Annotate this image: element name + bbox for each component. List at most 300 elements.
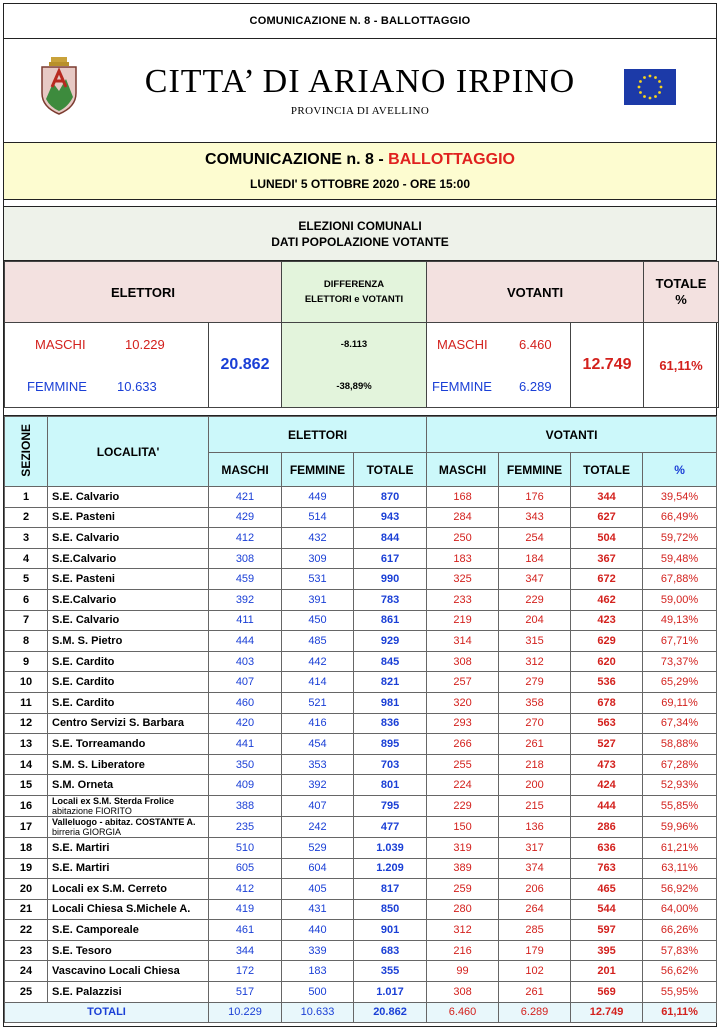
- locality-name: Locali ex S.M. Cerreto: [48, 879, 209, 900]
- voters-female: 179: [499, 940, 571, 961]
- turnout-percent: 64,00%: [643, 899, 717, 920]
- locality-name: S.E. Calvario: [48, 528, 209, 549]
- electors-total: 895: [354, 734, 427, 755]
- voters-male: 233: [427, 589, 499, 610]
- voters-female: 374: [499, 858, 571, 879]
- electors-male: 429: [209, 507, 282, 528]
- electors-male: 403: [209, 651, 282, 672]
- locality-name: S.E. Calvario: [48, 487, 209, 508]
- voters-female: 184: [499, 548, 571, 569]
- voters-male: 312: [427, 920, 499, 941]
- voters-female: 279: [499, 672, 571, 693]
- electors-male: 411: [209, 610, 282, 631]
- electors-total: 850: [354, 899, 427, 920]
- voters-total: 444: [571, 795, 643, 816]
- turnout-percent: 67,88%: [643, 569, 717, 590]
- electors-female: 416: [282, 713, 354, 734]
- section-number: 6: [5, 589, 48, 610]
- flag-star: [654, 76, 657, 79]
- table-row: [5, 610, 717, 631]
- voters-female: 358: [499, 692, 571, 713]
- summary-table: [4, 261, 719, 408]
- locality-name: S.E. Calvario: [48, 610, 209, 631]
- eu-flag-icon: [624, 69, 676, 105]
- voters-total: 395: [571, 940, 643, 961]
- voters-total: 423: [571, 610, 643, 631]
- electors-male: 459: [209, 569, 282, 590]
- spacer: [4, 408, 716, 416]
- locality-header: LOCALITA': [48, 417, 209, 487]
- table-row: [5, 631, 717, 652]
- section-number: 9: [5, 651, 48, 672]
- electors-total: 836: [354, 713, 427, 734]
- table-row: [5, 795, 717, 816]
- voters-female-header: FEMMINE: [499, 453, 571, 487]
- voters-female: 254: [499, 528, 571, 549]
- electors-total: 1.209: [354, 858, 427, 879]
- ballottaggio-label: BALLOTTAGGIO: [388, 151, 515, 168]
- province-name: PROVINCIA DI AVELLINO: [290, 105, 430, 117]
- turnout-percent: 59,00%: [643, 589, 717, 610]
- difference-absolute: -8.113: [340, 338, 368, 350]
- flag-star: [639, 80, 642, 83]
- electors-female: 432: [282, 528, 354, 549]
- electors-group-header: ELETTORI: [209, 417, 427, 453]
- locality-name: S.M. Orneta: [48, 775, 209, 796]
- electors-female: 414: [282, 672, 354, 693]
- sections-table: [4, 416, 717, 1023]
- electors-total: 929: [354, 631, 427, 652]
- voters-total: 672: [571, 569, 643, 590]
- section-number: 21: [5, 899, 48, 920]
- voters-total: 536: [571, 672, 643, 693]
- electors-total: 20.862: [209, 323, 282, 408]
- voters-total: 367: [571, 548, 643, 569]
- voters-male: 293: [427, 713, 499, 734]
- electors-total: 943: [354, 507, 427, 528]
- table-row: [5, 528, 717, 549]
- document-page: [3, 3, 717, 1027]
- voters-total: 678: [571, 692, 643, 713]
- table-row: [5, 940, 717, 961]
- electors-female: 500: [282, 982, 354, 1003]
- table-row: [5, 816, 717, 837]
- table-row: [5, 734, 717, 755]
- totals-electors-female: 10.633: [282, 1002, 354, 1023]
- electors-male: 388: [209, 795, 282, 816]
- turnout-percent: 66,26%: [643, 920, 717, 941]
- city-name: CITTA’ DI ARIANO IRPINO: [144, 63, 576, 100]
- voters-total: 620: [571, 651, 643, 672]
- electors-total: 783: [354, 589, 427, 610]
- voters-female: 215: [499, 795, 571, 816]
- turnout-percent: 67,28%: [643, 754, 717, 775]
- flag-star: [654, 95, 657, 98]
- voters-total: 201: [571, 961, 643, 982]
- voters-female: 229: [499, 589, 571, 610]
- election-subtitle: DATI POPOLAZIONE VOTANTE: [271, 235, 449, 249]
- section-number: 25: [5, 982, 48, 1003]
- electors-female: 531: [282, 569, 354, 590]
- turnout-percent: 63,11%: [643, 858, 717, 879]
- electors-male: 344: [209, 940, 282, 961]
- voters-total: 465: [571, 879, 643, 900]
- voters-total: 286: [571, 816, 643, 837]
- turnout-percent: 56,62%: [643, 961, 717, 982]
- table-row: [5, 548, 717, 569]
- table-row: [5, 982, 717, 1003]
- flag-star: [643, 76, 646, 79]
- totals-voters-female: 6.289: [499, 1002, 571, 1023]
- turnout-percent: 55,85%: [643, 795, 717, 816]
- voters-female: 312: [499, 651, 571, 672]
- voters-total: 763: [571, 858, 643, 879]
- voters-male: 183: [427, 548, 499, 569]
- turnout-percent: 57,83%: [643, 940, 717, 961]
- locality-name: S.E.Calvario: [48, 548, 209, 569]
- electors-female-label: FEMMINE: [27, 378, 87, 394]
- electors-male: 420: [209, 713, 282, 734]
- locality-name: Centro Servizi S. Barbara: [48, 713, 209, 734]
- flag-star: [658, 91, 661, 94]
- flag-star: [638, 86, 641, 89]
- table-row: [5, 507, 717, 528]
- electors-total: 844: [354, 528, 427, 549]
- totals-row: [5, 1002, 717, 1023]
- electors-female: 405: [282, 879, 354, 900]
- section-number: 24: [5, 961, 48, 982]
- locality-name: S.E. Cardito: [48, 672, 209, 693]
- locality-name: Locali ex S.M. Sterda Frolice abitazione FIORITO: [48, 795, 209, 816]
- section-number: 22: [5, 920, 48, 941]
- electors-male: 350: [209, 754, 282, 775]
- voters-female: 136: [499, 816, 571, 837]
- section-header: SEZIONE: [5, 417, 48, 487]
- communication-title: COMUNICAZIONE n. 8 - BALLOTTAGGIO: [205, 151, 515, 168]
- election-title: ELEZIONI COMUNALI: [298, 219, 422, 233]
- spacer: [4, 200, 716, 207]
- electors-total: 801: [354, 775, 427, 796]
- top-line: COMUNICAZIONE N. 8 - BALLOTTAGGIO: [4, 4, 716, 39]
- voters-male: 308: [427, 982, 499, 1003]
- voters-female: 200: [499, 775, 571, 796]
- voters-female: 285: [499, 920, 571, 941]
- turnout-percent: 69,11%: [643, 692, 717, 713]
- electors-male: 308: [209, 548, 282, 569]
- voters-female: 102: [499, 961, 571, 982]
- electors-male: 461: [209, 920, 282, 941]
- section-number: 7: [5, 610, 48, 631]
- turnout-percent: 59,72%: [643, 528, 717, 549]
- voters-male: 229: [427, 795, 499, 816]
- voters-male: 319: [427, 837, 499, 858]
- voters-total: 563: [571, 713, 643, 734]
- voters-male: 257: [427, 672, 499, 693]
- turnout-percent: 59,48%: [643, 548, 717, 569]
- electors-female: 309: [282, 548, 354, 569]
- voters-female: 315: [499, 631, 571, 652]
- voters-female: 261: [499, 982, 571, 1003]
- difference-percent: -38,89%: [336, 380, 372, 392]
- electors-female: 391: [282, 589, 354, 610]
- electors-male: 517: [209, 982, 282, 1003]
- summary-electors-breakdown: [5, 323, 209, 408]
- voters-female-value: 6.289: [519, 378, 552, 394]
- voters-total: 424: [571, 775, 643, 796]
- totals-electors-total: 20.862: [354, 1002, 427, 1023]
- table-row: [5, 651, 717, 672]
- turnout-percent: 73,37%: [643, 651, 717, 672]
- section-number: 13: [5, 734, 48, 755]
- voters-male: 219: [427, 610, 499, 631]
- locality-name: S.E.Calvario: [48, 589, 209, 610]
- communication-datetime: LUNEDI' 5 OTTOBRE 2020 - ORE 15:00: [249, 177, 471, 191]
- voters-male: 325: [427, 569, 499, 590]
- totals-label: TOTALI: [5, 1002, 209, 1023]
- electors-male: 412: [209, 528, 282, 549]
- electors-male: 412: [209, 879, 282, 900]
- electors-female: 442: [282, 651, 354, 672]
- section-number: 12: [5, 713, 48, 734]
- turnout-percent: 66,49%: [643, 507, 717, 528]
- turnout-percent: 58,88%: [643, 734, 717, 755]
- summary-difference: [282, 323, 427, 408]
- section-number: 10: [5, 672, 48, 693]
- voters-total: 504: [571, 528, 643, 549]
- voters-male: 266: [427, 734, 499, 755]
- locality-name: Valleluogo - abitaz. COSTANTE A. birreria GIORGIA: [48, 816, 209, 837]
- table-row: [5, 487, 717, 508]
- voters-male: 259: [427, 879, 499, 900]
- voters-female-label: FEMMINE: [432, 378, 492, 394]
- voters-total: 627: [571, 507, 643, 528]
- electors-total: 861: [354, 610, 427, 631]
- electors-total-header: TOTALE: [354, 453, 427, 487]
- voters-female: 264: [499, 899, 571, 920]
- election-heading: [4, 207, 716, 261]
- voters-group-header: VOTANTI: [427, 417, 717, 453]
- electors-male: 419: [209, 899, 282, 920]
- electors-total: 817: [354, 879, 427, 900]
- totals-electors-male: 10.229: [209, 1002, 282, 1023]
- electors-female: 450: [282, 610, 354, 631]
- electors-total: 683: [354, 940, 427, 961]
- locality-name: S.E. Camporeale: [48, 920, 209, 941]
- voters-male-label: MASCHI: [437, 336, 488, 352]
- communication-banner: [4, 143, 716, 200]
- electors-male: 392: [209, 589, 282, 610]
- electors-total: 990: [354, 569, 427, 590]
- section-number: 3: [5, 528, 48, 549]
- electors-female: 353: [282, 754, 354, 775]
- electors-male: 421: [209, 487, 282, 508]
- totals-percent: 61,11%: [643, 1002, 717, 1023]
- electors-female: 431: [282, 899, 354, 920]
- turnout-percent: 61,11%: [644, 323, 719, 408]
- electors-male: 460: [209, 692, 282, 713]
- voters-total: 473: [571, 754, 643, 775]
- table-row: [5, 754, 717, 775]
- voters-male: 255: [427, 754, 499, 775]
- locality-name: S.E. Martiri: [48, 858, 209, 879]
- voters-total: 527: [571, 734, 643, 755]
- table-row: [5, 589, 717, 610]
- electors-female: 440: [282, 920, 354, 941]
- voters-female: 176: [499, 487, 571, 508]
- flag-star: [649, 75, 652, 78]
- electors-male: 510: [209, 837, 282, 858]
- voters-female: 206: [499, 879, 571, 900]
- voters-male: 150: [427, 816, 499, 837]
- section-number: 1: [5, 487, 48, 508]
- section-number: 18: [5, 837, 48, 858]
- locality-name: S.E. Pasteni: [48, 507, 209, 528]
- voters-female: 204: [499, 610, 571, 631]
- voters-female: 270: [499, 713, 571, 734]
- voters-total: 544: [571, 899, 643, 920]
- voters-female: 218: [499, 754, 571, 775]
- flag-star: [660, 86, 663, 89]
- electors-female: 485: [282, 631, 354, 652]
- voters-male: 99: [427, 961, 499, 982]
- turnout-percent: 39,54%: [643, 487, 717, 508]
- voters-total: 12.749: [571, 323, 644, 408]
- electors-total: 617: [354, 548, 427, 569]
- electors-male-header: MASCHI: [209, 453, 282, 487]
- summary-voters-header: VOTANTI: [427, 262, 644, 323]
- electors-female: 407: [282, 795, 354, 816]
- electors-female: 449: [282, 487, 354, 508]
- table-row: [5, 899, 717, 920]
- electors-total: 821: [354, 672, 427, 693]
- flag-star: [639, 91, 642, 94]
- voters-total: 569: [571, 982, 643, 1003]
- percent-header: %: [643, 453, 717, 487]
- table-row: [5, 961, 717, 982]
- voters-male: 389: [427, 858, 499, 879]
- locality-name: S.E. Martiri: [48, 837, 209, 858]
- electors-total: 845: [354, 651, 427, 672]
- voters-male: 168: [427, 487, 499, 508]
- table-row: [5, 837, 717, 858]
- locality-name: S.E. Tesoro: [48, 940, 209, 961]
- electors-female: 242: [282, 816, 354, 837]
- electors-male: 444: [209, 631, 282, 652]
- table-row: [5, 920, 717, 941]
- table-row: [5, 879, 717, 900]
- locality-name: S.M. S. Pietro: [48, 631, 209, 652]
- voters-total: 597: [571, 920, 643, 941]
- electors-total: 795: [354, 795, 427, 816]
- electors-total: 355: [354, 961, 427, 982]
- voters-male: 284: [427, 507, 499, 528]
- locality-name: Locali Chiesa S.Michele A.: [48, 899, 209, 920]
- voters-male: 224: [427, 775, 499, 796]
- locality-name: S.E. Palazzisi: [48, 982, 209, 1003]
- section-number: 11: [5, 692, 48, 713]
- electors-female: 529: [282, 837, 354, 858]
- electors-male-value: 10.229: [125, 336, 165, 352]
- voters-male: 320: [427, 692, 499, 713]
- section-number: 20: [5, 879, 48, 900]
- totals-voters-male: 6.460: [427, 1002, 499, 1023]
- voters-male: 216: [427, 940, 499, 961]
- voters-male-value: 6.460: [519, 336, 552, 352]
- section-number: 16: [5, 795, 48, 816]
- voters-male: 280: [427, 899, 499, 920]
- electors-female: 521: [282, 692, 354, 713]
- voters-female: 317: [499, 837, 571, 858]
- electors-male: 409: [209, 775, 282, 796]
- locality-name: S.E. Torreamando: [48, 734, 209, 755]
- electors-total: 870: [354, 487, 427, 508]
- turnout-percent: 55,95%: [643, 982, 717, 1003]
- electors-female: 183: [282, 961, 354, 982]
- table-row: [5, 775, 717, 796]
- voters-male: 308: [427, 651, 499, 672]
- electors-total: 981: [354, 692, 427, 713]
- locality-name: Vascavino Locali Chiesa: [48, 961, 209, 982]
- electors-female: 514: [282, 507, 354, 528]
- section-number: 23: [5, 940, 48, 961]
- section-number: 14: [5, 754, 48, 775]
- electors-male: 441: [209, 734, 282, 755]
- turnout-percent: 52,93%: [643, 775, 717, 796]
- locality-name: S.M. S. Liberatore: [48, 754, 209, 775]
- section-number: 5: [5, 569, 48, 590]
- electors-total: 477: [354, 816, 427, 837]
- locality-name: S.E. Cardito: [48, 651, 209, 672]
- electors-female-value: 10.633: [117, 378, 157, 394]
- electors-total: 901: [354, 920, 427, 941]
- electors-male: 172: [209, 961, 282, 982]
- voters-total-header: TOTALE: [571, 453, 643, 487]
- voters-female: 347: [499, 569, 571, 590]
- turnout-percent: 67,71%: [643, 631, 717, 652]
- flag-star: [643, 95, 646, 98]
- section-number: 4: [5, 548, 48, 569]
- section-number: 17: [5, 816, 48, 837]
- table-row: [5, 569, 717, 590]
- table-row: [5, 713, 717, 734]
- voters-female: 261: [499, 734, 571, 755]
- locality-name: S.E. Cardito: [48, 692, 209, 713]
- section-number: 2: [5, 507, 48, 528]
- turnout-percent: 67,34%: [643, 713, 717, 734]
- voters-total: 629: [571, 631, 643, 652]
- flag-star: [658, 80, 661, 83]
- totals-voters-total: 12.749: [571, 1002, 643, 1023]
- electors-female: 339: [282, 940, 354, 961]
- electors-female-header: FEMMINE: [282, 453, 354, 487]
- voters-female: 343: [499, 507, 571, 528]
- turnout-percent: 56,92%: [643, 879, 717, 900]
- table-row: [5, 672, 717, 693]
- summary-electors-header: ELETTORI: [5, 262, 282, 323]
- electors-total: 1.039: [354, 837, 427, 858]
- voters-male: 250: [427, 528, 499, 549]
- voters-total: 344: [571, 487, 643, 508]
- electors-male: 605: [209, 858, 282, 879]
- turnout-percent: 61,21%: [643, 837, 717, 858]
- electors-total: 703: [354, 754, 427, 775]
- summary-difference-header: DIFFERENZA ELETTORI e VOTANTI: [282, 262, 427, 323]
- section-number: 19: [5, 858, 48, 879]
- turnout-percent: 49,13%: [643, 610, 717, 631]
- voters-total: 462: [571, 589, 643, 610]
- section-number: 15: [5, 775, 48, 796]
- turnout-percent: 59,96%: [643, 816, 717, 837]
